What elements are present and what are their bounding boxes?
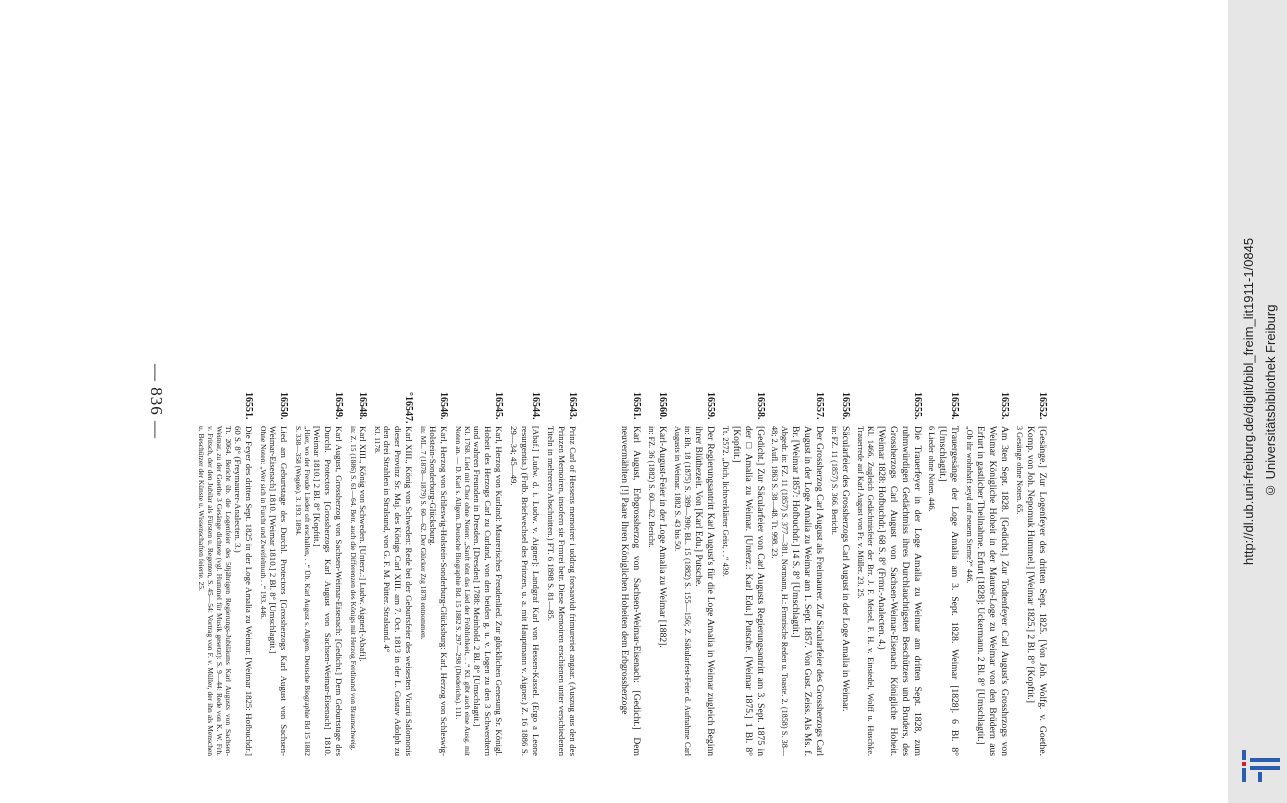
catalog-entry [348,392,368,756]
entry-note: in: FZ. 11 (1857) S. 366. Bericht. [830,426,840,535]
entry-note: Abgedr. in: FZ. 11 (1857) S. 377—381. Normann, H.: Frmrische Reden u. Toaste. 2. (1858) S. 38—48; 2. Aufl. 1863 S. 38—48. Tt. 998. 23. [770,426,790,756]
catalog-entry [927,392,961,756]
entry-note: 3 Gesänge ohne Noten. 65. [1015,426,1024,515]
catalog-entry [829,392,851,756]
entry-text: Die Trauerfeyer in der Loge Amalia zu Weimar am dritten Sept. 1828, zum ruhmwürdigen Gedächtniss ihres Durchlauchtigsten Beschützers und Bruders, des Grossherzogs Carl August von Sachsen-Weimar-Eisenach Königliche Hoheit. [Weimar 1828: Hofbuchdr.] 68 S. 8° (Frmr.-Analecten. 4.) [875,426,923,756]
ub-freiburg-logo-icon [1238,748,1282,784]
entry-note: 6 Lieder ohne Noten. 446. [927,426,937,512]
catalog-entry [770,392,826,756]
entry-body [372,426,414,756]
entry-body [293,426,344,756]
catalog-entry [258,392,289,756]
catalog-entry [372,392,414,756]
catalog-entry [855,392,923,756]
entry-number: 16549. [333,392,345,420]
catalog-entry [293,392,344,756]
entry-note: Kl. 1178. [373,426,383,454]
entry-number: 16555. [911,392,923,420]
entry-note: in: Z. 15 (1886) S. 61—64. Betr. auch die Differenzen des Königs mit Herzog Ferdinand von Braunschweig. [349,426,359,751]
entry-body [927,426,961,756]
right-entries [618,392,1048,756]
catalog-entry [618,392,642,756]
entry-number: 16546. [438,392,450,420]
entry-number: 16545. [493,392,504,420]
right-column [614,392,1048,756]
entry-note: in: FZ. 36 (1882) S. 60—62. Bericht. [647,426,657,548]
catalog-entry [508,392,541,756]
left-entries [196,392,578,756]
catalog-entry [646,392,668,756]
entry-text: [Gesänge.] Zur Logenfeyer des dritten Sept. 1825. [Von Joh. Wolfg. v. Goethe. Komp. von Joh. Nepomuk Hummel.] [Weimar 1825.] 2 Bl. 8° [Kopftit.] [1025,426,1048,756]
page-folio: — 836 — [147,364,166,439]
entry-number: °16547. [403,392,415,424]
entry-text: [Gedicht.] Zur Säcularfeier von Carl Augusts Regierungsantritt am 3. Sept. 1875 in der □ Amalia zu Weimar. [Unterz.: Karl Edu.] Putsche. [Weimar 1875.] 1 Bl. 8° [Kopftit.] [730,426,766,756]
entry-body [829,426,851,756]
entry-body [258,426,289,756]
source-url[interactable]: http://dl.ub.uni-freiburg.de/diglit/bibl_freim_lit1911-1/0845 [1241,237,1256,566]
entry-note: Tt. 2572. „Dich, lichtverklärter Geist, . .“ 439. [720,426,730,577]
catalog-entry [720,392,766,756]
entry-text: Trauergesänge der Loge Amalia am 3. Sept. 1828. Weimar [1828]. 6 Bl. 8° [Umschlagtit.] [937,426,961,756]
entry-text: Karl XIII., König von Schweden. [Unterz.:] Ludw. Aigner[-Abafi]. [358,426,369,662]
entry-number: 16559. [704,392,716,420]
entry-note: Tt. 2064. Bericht üb. die Logenfeier des 50jährigen Regierungs-Jubiläums Karl Augusts von Sachsen-Weimar, zu der Goethe 3 Gesänge dichtete (vgl. Hummel für Musik gesetzt): S. 9—44: Rede von K. W. Frh. v. Fritsch, der den Jubilar als Fürsten u. Regenten, S. 45—54: Vortrag von F. v. Müller, der ihn als Menschen u. Beschützer der Künste u. Wissenschaften feierte. 25. [197,426,234,756]
entry-text: Die Feyer des dritten Sept. 1825 in der Loge Amalia zu Weimar. [Weimar 1825: Hofbuchdr.] 60 S. 8° (Freymaurer-Analecten. 3.) [233,426,255,756]
entry-number: 16554. [949,392,961,420]
entry-text: [Abaf.] Ludw. d. i. Ludw. v. Aigner]: Landgraf Karl von Hessen-Kassel. (Ergo a Leone resurgentia.) (Frdb. Briefwechsel des Prinzen, u. a. mit Hauptmann v. Aigner.) Z. 16 1886 S. 29—34; 45—49. [509,426,541,756]
entry-number: 16561. [631,392,643,420]
entry-body [348,426,368,756]
entry-text: Am 3ten Sept. 1828. [Gedicht.] Zur Todtenfeyer Carl August's Grosshrzogs von Weimar Königliche Hoheit in der Maurer-Loge zu Weimar von den Brüdern aus Erfurt in gastlicher Theilnahme. Erfurt [1828]: Uckermann. 2 Bl. 8° [Umschlagtit.] [975,426,1011,756]
entry-number: 16560. [657,392,669,420]
entry-body [453,426,504,756]
copyright-notice: © Universitätsbibliothek Freiburg [1263,304,1278,499]
entry-number: 16550. [278,392,290,420]
viewer-sidebar [1228,0,1287,803]
entry-body [618,426,642,756]
entry-text: Prinz Carl of Hessens memoirer i uddrag forsaavidt frimureriet angaar. (Auszug aus den des Prinzen Memoiren, insofern sie Frmrei betr. Diese Memoiren erschienen unter verschiedenen Titeln in mehreren Abschnitten.) FT. 6 1898 S. 81—85. [546,426,578,756]
entry-number: 16544. [530,392,541,420]
catalog-entry [964,392,1010,756]
entry-body [418,426,449,756]
entry-note: in: ML. 7 (1878—1879) S. 60—62. Der Glücker Ztg 1878 entnommen. [419,426,429,640]
catalog-entry [453,392,504,756]
entry-number: 16548. [357,392,369,420]
entry-body [646,426,668,756]
entry-note: Kl. 1466. Zugleich Gedächtnisfeier der Brr. J. F. Meisel, F. H. v. Einsiedel, Wolff u. Huschke. Trauerrede auf Karl August von Fr. v. Müller. 23. 25. [855,426,875,756]
entry-text: Karl, Herzog von Kurland: Maurerisches Freudenlied. Zur glücklichen Genesung Sr. Königl. Hoheit des Herzogs Carl zu Curland, von den beiden g. u. v. Logen zu den 3 Schwerdtern und wahren Freunden in Dresden. [Dresden] 1788: Meinhold. 2 Bl. 8° [Umschlagtit.] [472,426,504,756]
entry-note: in: Bh. 18 (1875) S. 389—390; BL. 15 (1882) S. 155—156; Z. Säkularfest-Feier d. Aufnahme Carl Augusts in Weimar. 1882 S. 43 bis 50. [673,426,692,756]
entry-text: Karl August, Grossherzog von Sachsen-Weimar-Eisenach: [Gedicht.] Dem Geburtstage des Durchl. Protectors [Grossherzogs Karl August von Sachsen-Weimar-Eisenach] 1810. [Weimar 1810.] 2 Bl. 8° [Kopftit.] [312,426,345,756]
entry-number: 16557. [814,392,826,420]
left-column [192,392,578,756]
entry-note: Ohne Noten: „Wer sich in Furcht und Zweifelmuth . .“ 193. 446. [259,426,269,619]
catalog-entry [1014,392,1048,756]
entry-body [855,426,923,756]
entry-text: Säcularfeier des Grossherzogs Carl August in der Loge Amalia in Weimar. [840,426,852,712]
entry-body [720,426,766,756]
entry-number: 16558. [754,392,766,420]
entry-body [196,426,254,756]
entry-number: 16556. [840,392,852,420]
entry-body [672,426,716,756]
entry-text: Karl, Herzog von Schleswig-Holstein-Sonderburg-Glücksburg: Karl, Herzog von Schleswig-Holstein-Sonderburg-Glücksburg. [428,426,450,756]
entry-text: Der Regierungsantritt Karl August's für die Loge Amalia in Weimar zugleich Beginn ihrer Blüthezeit. Von [Karl Edu.] Putsche. [692,426,716,756]
entry-number: 16553. [999,392,1011,420]
entry-note: Kl. 1768. Lied mit Chor ohne Noten: „Sanft tönt das Lied der Fröhlichkeit, . .“ Kl. gibt auch eine Ausg. mit Noten an. — D. Karl s. Allgem. Deutsche Biographie Bd. 15 1882 S. 297—298 (Diederichs). 111. [454,426,472,756]
catalog-entry [418,392,449,756]
entry-text: Karl XIII., König von Schweden: Rede bei der Geburtsfeier des weisesten Vicarii Salomonis dieser Provinz Sr. Maj. des Königs Carl XIII. am 7. Oct. 1813 in der L. Gustav Adolph zu den drei Strahlen in Stralsund, von G. F. M. Pütter. Stralsund. 4° [382,426,415,756]
entry-number: 16551. [243,392,255,420]
entry-text: Der Grossherzog Carl August als Freimaurer. Zur Säcularfeier des Grossherzogs Carl August in der Loge Amalia zu Weimar am 1. Sept. 1857. Von Gust. Zeiss. Als Ms. f. Br. [Weimar 1857: Hofbuchdr.] 14 S. 8° [Umschlagtit.] [790,426,826,756]
catalog-entry [672,392,716,756]
entry-note: „Ob ihr wohnhaft seyd auf neuem Sterne?“ 446. [965,426,975,584]
entry-note: „Hier, wo der Freude Lieder oft erschallen, . .“ Üb. Karl August s. Allgem. Deutsche Biographie Bd 15 1882 S. 338—358 (Wegele). 3. 193. 1894. [294,426,313,756]
entry-body [545,426,578,756]
catalog-entry [196,392,254,756]
entry-text: Karl-August-Feier in der Loge Amalia zu Weimar [1882]. [657,426,669,648]
entry-text: Karl August, Erbgrossherzog von Sachsen-Weimar-Eisenach: [Gedicht.] Dem neuvermählten [!] Paare Ihren Königlichen Hoheiten dem Erbgrossherzoge [619,426,643,756]
entry-body [508,426,541,756]
entry-body [1014,426,1048,756]
entry-body [770,426,826,756]
catalog-entry [545,392,578,756]
entry-body [964,426,1010,756]
entry-text: Lied am Geburtstage des Durchl. Protectors [Grossherzogs Karl August von Sachsen-Weimar-Eisenach] 1810. [Weimar 1810.] 2 Bl. 8° [Umschlagtit.] [268,426,290,756]
entry-number: 16552. [1037,392,1048,420]
entry-number: 16543. [567,392,578,420]
